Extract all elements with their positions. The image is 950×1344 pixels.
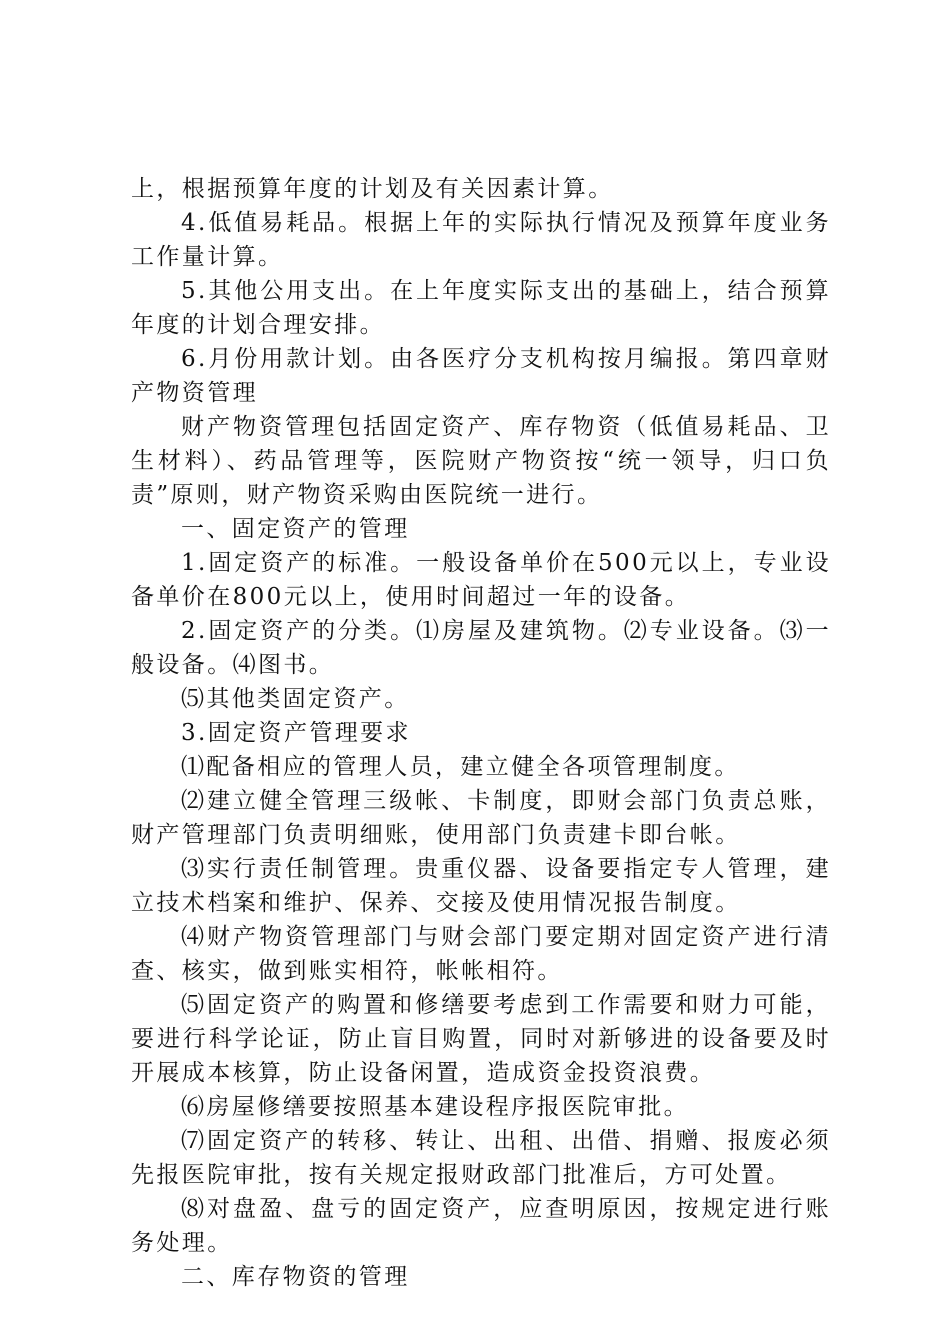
list-item: ⑺固定资产的转移、转让、出租、出借、捐赠、报废必须先报医院审批，按有关规定报财政部门批准后，方可处置。 [131,1128,831,1188]
list-item: ⑶实行责任制管理。贵重仪器、设备要指定专人管理，建立技术档案和维护、保养、交接及使用情况报告制度。 [131,856,831,916]
paragraph: 财产物资管理包括固定资产、库存物资（低值易耗品、卫生材料）、药品管理等，医院财产物资按“统一领导，归口负责”原则，财产物资采购由医院统一进行。 [131,414,831,508]
paragraph: 6.月份用款计划。由各医疗分支机构按月编报。第四章财产物资管理 [131,346,831,406]
list-item: ⑵建立健全管理三级帐、卡制度，即财会部门负责总账，财产管理部门负责明细账，使用部门负责建卡即台帐。 [131,788,831,848]
paragraph: ⑸其他类固定资产。 [181,686,410,712]
list-item: ⑸固定资产的购置和修缮要考虑到工作需要和财力可能，要进行科学论证，防止盲目购置，同时对新够进的设备要及时开展成本核算，防止设备闲置，造成资金投资浪费。 [131,992,831,1086]
paragraph: 4.低值易耗品。根据上年的实际执行情况及预算年度业务工作量计算。 [131,210,831,270]
paragraph: 3.固定资产管理要求 [181,720,411,746]
list-item: ⑻对盘盈、盘亏的固定资产，应查明原因，按规定进行账务处理。 [131,1196,831,1256]
list-item: ⑹房屋修缮要按照基本建设程序报医院审批。 [181,1094,689,1120]
list-item: ⑴配备相应的管理人员，建立健全各项管理制度。 [181,754,740,780]
paragraph: 1.固定资产的标准。一般设备单价在500元以上，专业设备单价在800元以上，使用时间超过一年的设备。 [131,550,831,610]
document-body [131,172,831,1294]
paragraph: 2.固定资产的分类。⑴房屋及建筑物。⑵专业设备。⑶一般设备。⑷图书。 [131,618,831,678]
list-item: ⑷财产物资管理部门与财会部门要定期对固定资产进行清查、核实，做到账实相符，帐帐相符。 [131,924,831,984]
section-heading: 二、库存物资的管理 [181,1264,410,1290]
paragraph: 上，根据预算年度的计划及有关因素计算。 [131,176,614,202]
section-heading: 一、固定资产的管理 [181,516,410,542]
paragraph: 5.其他公用支出。在上年度实际支出的基础上，结合预算年度的计划合理安排。 [131,278,831,338]
